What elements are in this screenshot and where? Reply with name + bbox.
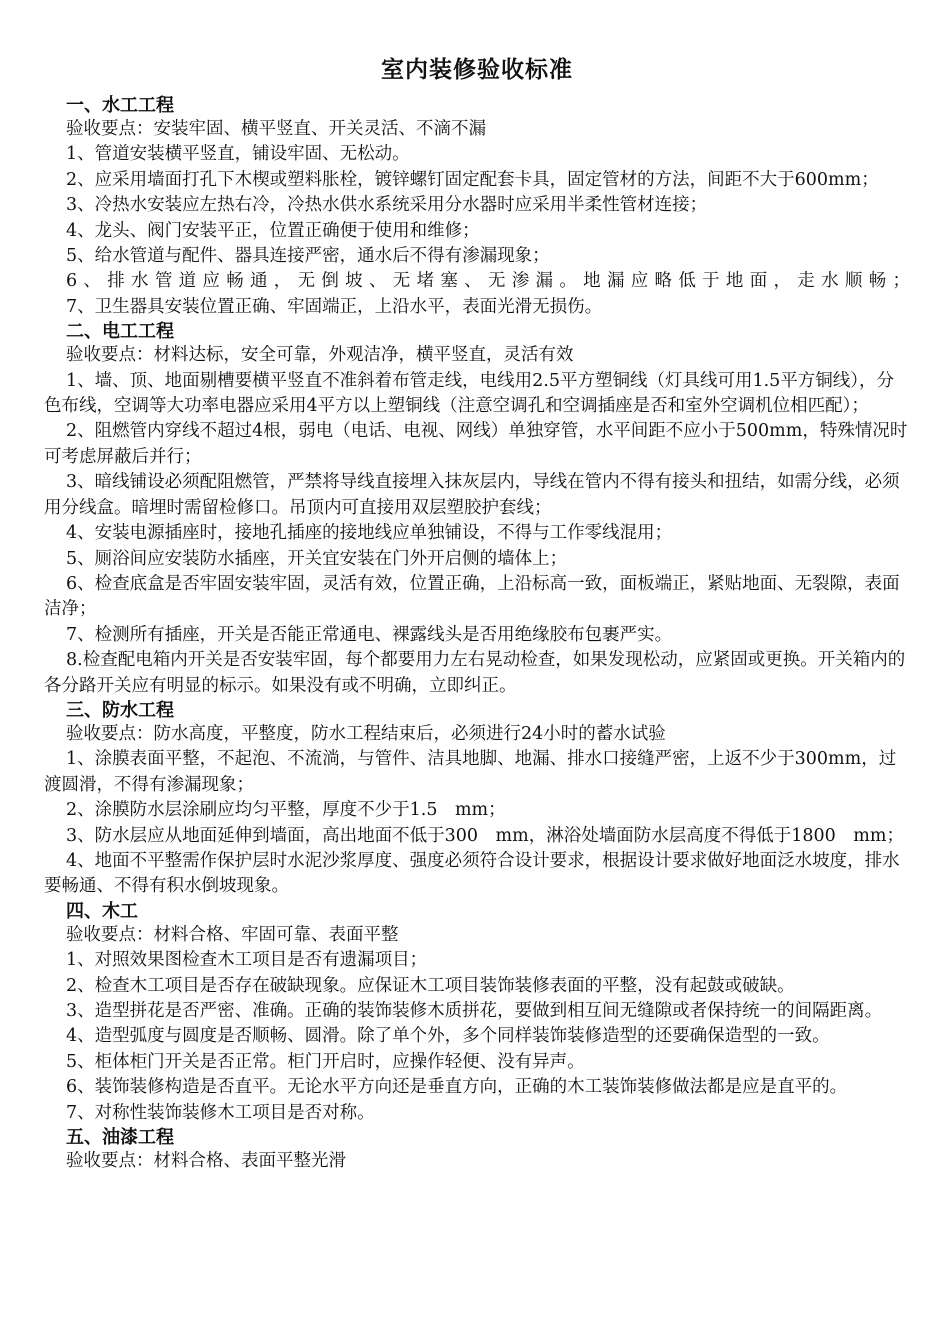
section-heading-plumbing: 一、水工工程 bbox=[66, 95, 174, 116]
document-title: 室内装修验收标准 bbox=[381, 57, 573, 83]
paragraph: 2、阻燃管内穿线不超过4根，弱电（电话、电视、网线）单独穿管，水平间距不应小于500mm，特殊情况时可考虑屏蔽后并行； bbox=[44, 421, 908, 467]
paragraph: 5、给水管道与配件、器具连接严密，通水后不得有渗漏现象； bbox=[66, 246, 550, 267]
paragraph: 7、检测所有插座，开关是否能正常通电、裸露线头是否用绝缘胶布包裹严实。 bbox=[66, 624, 673, 645]
paragraph: 1、管道安装横平竖直，铺设牢固、无松动。 bbox=[66, 144, 410, 165]
paragraph: 3、防水层应从地面延伸到墙面，高出地面不低于300 mm，淋浴处墙面防水层高度不得低于1800 mm； bbox=[66, 825, 904, 846]
paragraph: 3、造型拼花是否严密、准确。正确的装饰装修木质拼花，要做到相互间无缝隙或者保持统一的间隔距离。 bbox=[66, 1001, 883, 1021]
section-heading-electrical: 二、电工工程 bbox=[66, 321, 174, 343]
paragraph: 验收要点：材料达标，安全可靠，外观洁净，横平竖直，灵活有效 bbox=[66, 345, 574, 366]
paragraph: 4、安装电源插座时，接地孔插座的接地线应单独铺设，不得与工作零线混用； bbox=[66, 523, 673, 544]
paragraph: 2、检查木工项目是否存在破缺现象。应保证木工项目装饰装修表面的平整，没有起鼓或破缺。 bbox=[66, 975, 795, 996]
paragraph: 4、地面不平整需作保护层时水泥沙浆厚度、强度必须符合设计要求，根据设计要求做好地面泛水坡度，排水要畅通、不得有积水倒坡现象。 bbox=[44, 850, 900, 897]
paragraph: 1、涂膜表面平整，不起泡、不流淌，与管件、洁具地脚、地漏、排水口接缝严密，上返不少于300mm，过渡圆滑，不得有渗漏现象； bbox=[44, 749, 897, 795]
paragraph: 3、冷热水安装应左热右冷，冷热水供水系统采用分水器时应采用半柔性管材连接； bbox=[66, 195, 708, 216]
paragraph: 2、应采用墙面打孔下木楔或塑料胀栓，镀锌螺钉固定配套卡具，固定管材的方法，间距不大于600mm； bbox=[66, 169, 879, 190]
paragraph: 5、柜体柜门开关是否正常。柜门开启时，应操作轻便、没有异声。 bbox=[66, 1051, 585, 1072]
paragraph: 验收要点：材料合格、牢固可靠、表面平整 bbox=[66, 924, 399, 945]
section-heading-waterproofing: 三、防水工程 bbox=[66, 699, 174, 721]
paragraph: 1、对照效果图检查木工项目是否有遗漏项目； bbox=[66, 950, 428, 971]
paragraph: 1、墙、顶、地面剔槽要横平竖直不准斜着布管走线，电线用2.5平方塑铜线（灯具线可用1.5平方铜线），分色布线，空调等大功率电器应采用4平方以上塑铜线（注意空调孔和空调插座是否和室外空调机位相匹配）； bbox=[44, 370, 895, 417]
paragraph: 验收要点：防水高度，平整度，防水工程结束后，必须进行24小时的蓄水试验 bbox=[66, 723, 666, 744]
paragraph: 验收要点：安装牢固、横平竖直、开关灵活、不滴不漏 bbox=[66, 119, 486, 139]
paragraph: 验收要点：材料合格、表面平整光滑 bbox=[66, 1151, 346, 1172]
paragraph: 6、装饰装修构造是否直平。无论水平方向还是垂直方向，正确的木工装饰装修做法都是应是直平的。 bbox=[66, 1077, 848, 1098]
paragraph: 7、卫生器具安装位置正确、牢固端正，上沿水平，表面光滑无损伤。 bbox=[66, 296, 603, 317]
paragraph: 3、暗线铺设必须配阻燃管，严禁将导线直接埋入抹灰层内，导线在管内不得有接头和扭结，如需分线，必须用分线盒。暗埋时需留检修口。吊顶内可直接用双层塑胶护套线； bbox=[44, 472, 900, 518]
section-heading-painting: 五、油漆工程 bbox=[66, 1127, 174, 1149]
paragraph: 2、涂膜防水层涂刷应均匀平整，厚度不少于1.5 mm； bbox=[66, 800, 506, 821]
section-heading-carpentry: 四、木工 bbox=[66, 900, 138, 922]
paragraph: 4、龙头、阀门安装平正，位置正确便于使用和维修； bbox=[66, 220, 480, 241]
paragraph: 6、检查底盒是否牢固安装牢固，灵活有效，位置正确，上沿标高一致，面板端正，紧贴地面、无裂隙，表面洁净； bbox=[44, 573, 900, 620]
paragraph: 6、排水管道应畅通，无倒坡、无堵塞、无渗漏。地漏应略低于地面，走水顺畅； bbox=[66, 271, 910, 292]
paragraph: 7、对称性装饰装修木工项目是否对称。 bbox=[66, 1102, 375, 1123]
paragraph: 5、厕浴间应安装防水插座，开关宜安装在门外开启侧的墙体上； bbox=[66, 548, 568, 569]
paragraph: 4、造型弧度与圆度是否顺畅、圆滑。除了单个外，多个同样装饰装修造型的还要确保造型的一致。 bbox=[66, 1026, 830, 1047]
paragraph: 8.检查配电箱内开关是否安装牢固，每个都要用力左右晃动检查，如果发现松动，应紧固或更换。开关箱内的各分路开关应有明显的标示。如果没有或不明确，立即纠正。 bbox=[44, 650, 906, 696]
